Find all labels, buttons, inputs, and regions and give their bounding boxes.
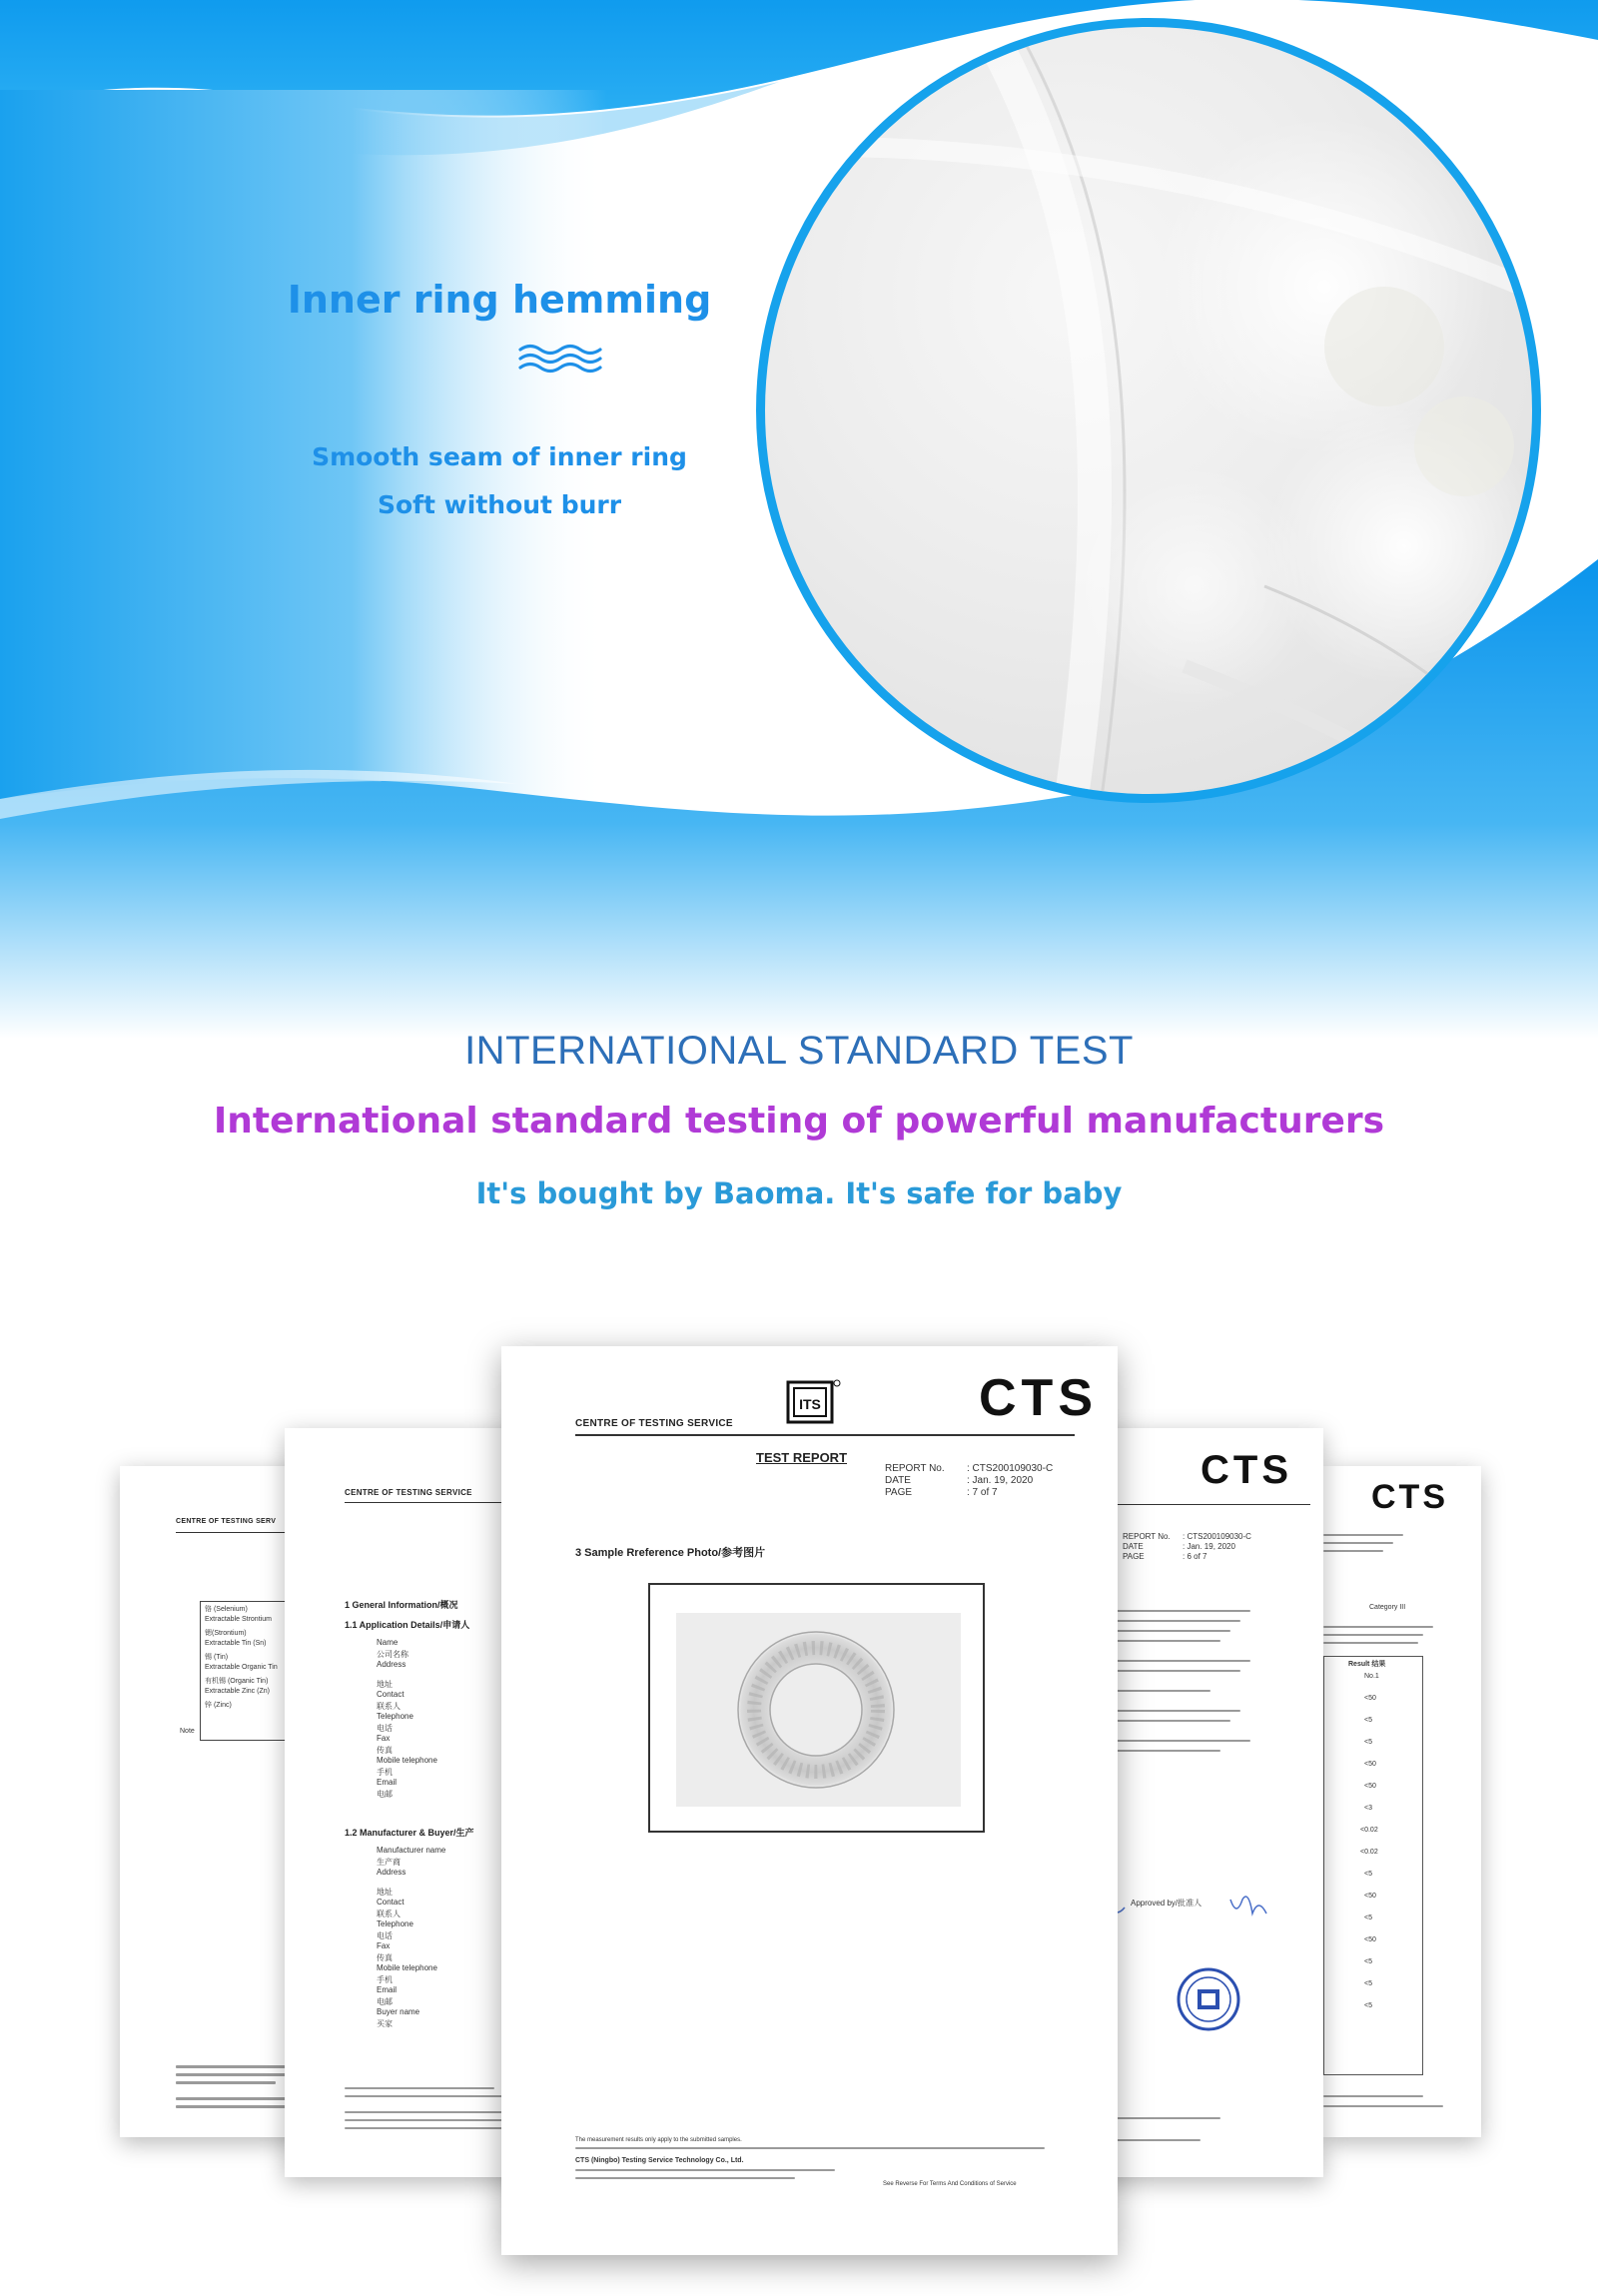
doc4-report-no: : CTS200109030-C bbox=[1183, 1532, 1251, 1541]
report-page-5 bbox=[1323, 1466, 1481, 2137]
certification-seal-icon bbox=[1177, 1967, 1240, 2031]
signature-mark bbox=[1091, 1888, 1310, 1927]
doc2-centre: CENTRE OF TESTING SERVICE bbox=[345, 1488, 472, 1497]
section-subheading: International standard testing of powerful manufacturers bbox=[213, 1101, 1385, 1142]
ring-sample-image bbox=[676, 1613, 961, 1807]
doc2-section-1-2: 1.2 Manufacturer & Buyer/生产 bbox=[345, 1828, 474, 1838]
doc5-brand: CTS bbox=[1371, 1478, 1448, 1516]
report-page-4: CTS REPORT No. : CTS200109030-C DATE : Jan. 19, 2020 PAGE : 6 of 7 Approved by/批准人 bbox=[1091, 1428, 1323, 2177]
wave-icon bbox=[518, 342, 602, 376]
sample-photo-frame bbox=[648, 1583, 985, 1833]
doc5-result-table: Result 结果 No.1 <50 <5 <5 <50 <50 <3 <0.02 <0.02 <5 <50 <5 <50 <5 <5 <5 bbox=[1323, 1656, 1423, 2075]
its-logo bbox=[786, 1378, 842, 1426]
report-page-2: CENTRE OF TESTING SERVICE 1 General Information/概况 1.1 Application Details/申请人 Name 公司名称 Address 地址 Contact 联系人 Telephone 电话 Fax 传真 Mobile telephone 手机 Email 电邮 1.2 Manufacturer & Buyer/生产 Manufacturer name 生产商 Address 地址 Contact 联系人 Telephone 电话 Fax 传真 Mobile telephone 手机 Email 电邮 Buyer name 买家 bbox=[285, 1428, 614, 2177]
report-centre: CENTRE OF TESTING SERVICE bbox=[575, 1418, 733, 1429]
doc4-page: : 6 of 7 bbox=[1183, 1552, 1207, 1561]
product-closeup-photo bbox=[756, 18, 1541, 803]
doc4-date: : Jan. 19, 2020 bbox=[1183, 1542, 1235, 1551]
report-footer-terms: See Reverse For Terms And Conditions of Service bbox=[883, 2181, 1017, 2187]
report-section-title: 3 Sample Rreference Photo/参考图片 bbox=[575, 1547, 766, 1559]
doc2-section-1: 1 General Information/概况 bbox=[345, 1600, 458, 1610]
report-footer-company: CTS (Ningbo) Testing Service Technology Co., Ltd. bbox=[575, 2157, 744, 2164]
report-page-main: ITS CTS CENTRE OF TESTING SERVICE TEST REPORT REPORT No. : CTS200109030-C DATE : Jan. 19, 2020 PAGE : 7 of 7 3 Sample Rreference Photo/参考图片 The measurement results only apply to the submitted samples. CTS (Ningbo) Testing Service Technology Co., Ltd. See Reverse For Terms And Conditions of Service bbox=[501, 1346, 1118, 2255]
report-brand: CTS bbox=[979, 1369, 1098, 1427]
hero-line-2: Soft without burr bbox=[377, 490, 622, 519]
hero-section bbox=[0, 0, 1598, 1039]
doc4-approved: Approved by/批准人 bbox=[1131, 1899, 1202, 1908]
report-footer-note: The measurement results only apply to the submitted samples. bbox=[575, 2137, 742, 2143]
section-heading: INTERNATIONAL STANDARD TEST bbox=[464, 1029, 1134, 1073]
doc1-table: 铬 (Selenium) Extractable Strontium 锶(Strontium) Extractable Tin (Sn) 锡 (Tin) Extractable Organic Tin 有机锡 (Organic Tin) Extractable Zinc (Zn) 锌 (Zinc) bbox=[200, 1601, 419, 1741]
report-page: : 7 of 7 bbox=[967, 1487, 998, 1498]
report-title: TEST REPORT bbox=[756, 1450, 848, 1465]
hero-title: Inner ring hemming bbox=[287, 278, 712, 322]
doc1-centre: CENTRE OF TESTING SERV bbox=[176, 1518, 277, 1525]
doc2-section-1-1: 1.1 Application Details/申请人 bbox=[345, 1620, 470, 1630]
doc4-brand: CTS bbox=[1200, 1448, 1292, 1492]
hero-line-1: Smooth seam of inner ring bbox=[312, 442, 687, 471]
sample-photo bbox=[676, 1613, 961, 1807]
its-logo-text: ITS bbox=[799, 1396, 821, 1412]
report-date: : Jan. 19, 2020 bbox=[967, 1475, 1034, 1486]
section-note: It's bought by Baoma. It's safe for baby bbox=[475, 1176, 1123, 1210]
doc5-category: Category III bbox=[1369, 1604, 1406, 1611]
doc1-note: Note bbox=[180, 1728, 195, 1735]
report-number: : CTS200109030-C bbox=[967, 1463, 1054, 1474]
